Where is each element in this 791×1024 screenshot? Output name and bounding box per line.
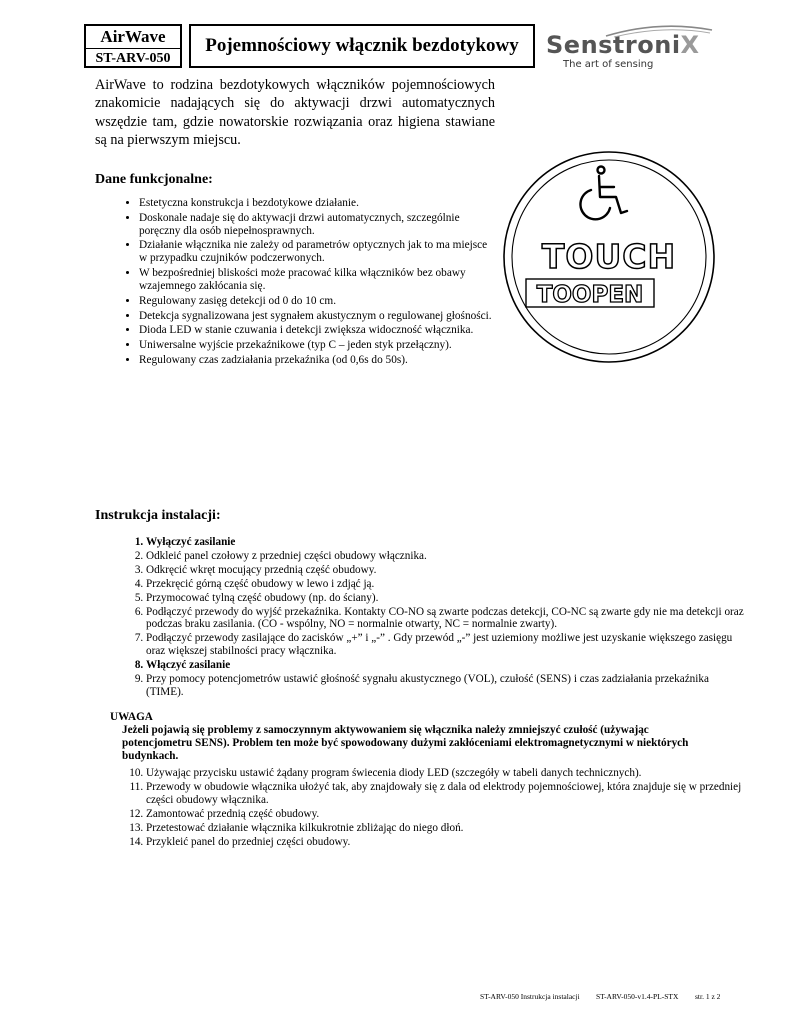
step-item: 8. Włączyć zasilanie bbox=[146, 659, 746, 672]
step-item: 13. Przetestować działanie włącznika kilkukrotnie zbliżając do niego dłoń. bbox=[146, 822, 746, 835]
footer-page-number: str. 1 z 2 bbox=[695, 992, 721, 1001]
logo-tagline: The art of sensing bbox=[563, 59, 654, 70]
step-item: 6. Podłączyć przewody do wyjść przekaźnika. Kontakty CO-NO są zwarte podczas detekcji, CO-NC są zwarte gdy nie ma detekcji oraz podczas braku zasilania. (CO - wspólny, NO = normalnie otwarty, NC = normalnie zwarty). bbox=[146, 606, 746, 632]
step-item: 10. Używając przycisku ustawić żądany program świecenia diody LED (szczegóły w tabeli danych technicznych). bbox=[146, 767, 746, 780]
list-item: • W bezpośredniej bliskości może pracować kilka włączników bez obawy wzajemnego zakłócania się. bbox=[139, 267, 497, 292]
brand-name: AirWave bbox=[86, 26, 180, 49]
step-item: 3. Odkręcić wkręt mocujący przednią część obudowy. bbox=[146, 564, 746, 577]
list-item: • Regulowany zasięg detekcji od 0 do 10 cm. bbox=[139, 295, 497, 308]
list-item: • Detekcja sygnalizowana jest sygnałem akustycznym o regulowanej głośności. bbox=[139, 310, 497, 323]
installation-steps-continued bbox=[122, 767, 746, 849]
wheelchair-icon bbox=[580, 167, 627, 220]
step-item: 7. Podłączyć przewody zasilające do zacisków „+” i „-” . Gdy przewód „-” jest uziemiony możliwe jest uzyskanie większego zasięgu oraz większej stabilności pracy włącznika. bbox=[146, 632, 746, 658]
logo-swoosh-icon bbox=[604, 24, 714, 38]
product-illustration bbox=[500, 148, 718, 366]
list-item: • Uniwersalne wyjście przekaźnikowe (typ C – jeden styk przełączny). bbox=[139, 339, 497, 352]
touch-label bbox=[542, 237, 676, 276]
installation-steps bbox=[122, 536, 746, 700]
step-item: 12. Zamontować przednią część obudowy. bbox=[146, 808, 746, 821]
list-item: • Dioda LED w stanie czuwania i detekcji zwiększa widoczność włącznika. bbox=[139, 324, 497, 337]
step-item: 1. Wyłączyć zasilanie bbox=[146, 536, 746, 549]
footer-doc-name: ST-ARV-050 Instrukcja instalacji bbox=[480, 992, 580, 1001]
step-item: 9. Przy pomocy potencjometrów ustawić głośność sygnału akustycznego (VOL), czułość (SENS) i czas zadziałania przekaźnika (TIME). bbox=[146, 673, 746, 699]
step-item: 14. Przykleić panel do przedniej części obudowy. bbox=[146, 836, 746, 849]
open-label: TOOPEN bbox=[536, 282, 644, 308]
senstronix-logo bbox=[546, 24, 706, 70]
footer-version: ST-ARV-050-v1.4-PL-STX bbox=[596, 992, 679, 1001]
warning-title: UWAGA bbox=[110, 711, 153, 723]
list-item: • Regulowany czas zadziałania przekaźnika (od 0,6s do 50s). bbox=[139, 354, 497, 367]
functional-list bbox=[115, 197, 497, 369]
svg-text:TOUCH: TOUCH bbox=[541, 237, 677, 276]
model-code: ST-ARV-050 bbox=[95, 51, 171, 66]
model-box bbox=[84, 24, 182, 68]
list-item: • Działanie włącznika nie zależy od parametrów optycznych jak to ma miejsce w przypadku czujników podczerwonych. bbox=[139, 239, 497, 264]
functional-heading: Dane funkcjonalne: bbox=[95, 172, 213, 187]
list-item: • Estetyczna konstrukcja i bezdotykowe działanie. bbox=[139, 197, 497, 210]
step-item: 5. Przymocować tylną część obudowy (np. do ściany). bbox=[146, 592, 746, 605]
installation-heading: Instrukcja instalacji: bbox=[95, 508, 221, 523]
step-item: 4. Przekręcić górną część obudowy w lewo i zdjąć ją. bbox=[146, 578, 746, 591]
logo-wordmark: SenstroniX bbox=[546, 31, 700, 59]
intro-paragraph: AirWave to rodzina bezdotykowych włączników pojemnościowych znakomicie nadających się do aktywacji drzwi automatycznych wszędzie tam, gdzie nowatorskie rozwiązania oraz higiena stawiane są na pierwszym miejscu. bbox=[95, 77, 495, 149]
document-title: Pojemnościowy włącznik bezdotykowy bbox=[189, 24, 535, 68]
step-item: 11. Przewody w obudowie włącznika ułożyć tak, aby znajdowały się z dala od elektrody pojemnościowej, która znajduje się w przedniej części obudowy włącznika. bbox=[146, 781, 746, 807]
warning-text: Jeżeli pojawią się problemy z samoczynnym aktywowaniem się włącznika należy zmniejszyć czułość (używając potencjometru SENS). Problem ten może być spowodowany dużymi zakłóceniami elektromagnetycznymi w niektórych budynkach. bbox=[122, 724, 689, 763]
step-item: 2. Odkleić panel czołowy z przedniej części obudowy włącznika. bbox=[146, 550, 746, 563]
list-item: • Doskonale nadaje się do aktywacji drzwi automatycznych, szczególnie poręczny dla osób niepełnosprawnych. bbox=[139, 212, 497, 237]
